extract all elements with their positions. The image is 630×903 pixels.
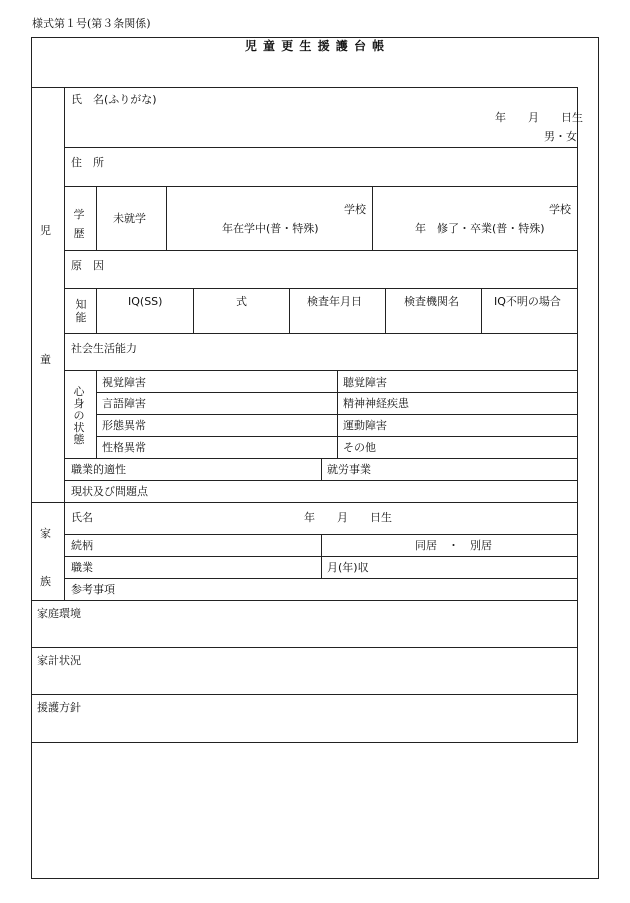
personality-abnormality: 性格異常 <box>102 441 146 454</box>
graduated-label: 年 修了・卒業(普・特殊) <box>415 222 545 235</box>
family-name-label: 氏名 <box>71 511 93 524</box>
sex-label: 男・女 <box>544 130 577 143</box>
income-label: 月(年)収 <box>327 561 369 574</box>
address-label: 住 所 <box>71 156 104 169</box>
employment-label: 就労事業 <box>327 463 371 476</box>
education-label-text: 学 歴 <box>73 208 85 240</box>
family-section-label-1: 家 <box>40 527 51 540</box>
social-ability-label: 社会生活能力 <box>71 342 137 355</box>
occupation-label: 職業 <box>71 561 93 574</box>
in-school-label: 年在学中(普・特殊) <box>222 222 319 235</box>
finances-label: 家計状況 <box>37 654 81 667</box>
unschooled-label: 未就学 <box>113 212 146 225</box>
support-policy-label: 援護方針 <box>37 701 81 714</box>
problems-label: 現状及び問題点 <box>71 485 148 498</box>
family-birth-label: 年 月 日生 <box>304 511 392 524</box>
school-1-label: 学校 <box>344 203 366 216</box>
intellect-label <box>74 298 88 324</box>
notes-label: 参考事項 <box>71 583 115 596</box>
school-2-label: 学校 <box>549 203 571 216</box>
intellect-label-text: 知 能 <box>75 298 87 324</box>
child-section-label-1: 児 <box>40 224 51 237</box>
family-section-label-2: 族 <box>40 575 51 588</box>
name-label: 氏 名(ふりがな) <box>71 93 157 106</box>
other-condition: その他 <box>343 441 376 454</box>
hearing-impairment: 聴覚障害 <box>343 376 387 389</box>
child-section-label-2: 童 <box>40 353 51 366</box>
page-title: 児 童 更 生 援 護 台 帳 <box>244 39 386 53</box>
cause-label: 原 因 <box>71 259 104 272</box>
visual-impairment: 視覚障害 <box>102 376 146 389</box>
exam-org-label: 検査機関名 <box>404 295 459 308</box>
living-status: 同居 ・ 別居 <box>415 539 492 552</box>
exam-date-label: 検査年月日 <box>307 295 362 308</box>
neuro-disorder: 精神神経疾患 <box>343 397 409 410</box>
vocational-aptitude-label: 職業的適性 <box>71 463 126 476</box>
mind-body-label <box>72 386 86 446</box>
education-label <box>72 205 86 243</box>
formula-label: 式 <box>236 295 247 308</box>
speech-impairment: 言語障害 <box>102 397 146 410</box>
relation-label: 続柄 <box>71 539 93 552</box>
mind-body-label-text: 心 身 の 状 態 <box>73 385 85 446</box>
motor-impairment: 運動障害 <box>343 419 387 432</box>
iq-unknown-label: IQ不明の場合 <box>494 295 561 308</box>
form-abnormality: 形態異常 <box>102 419 146 432</box>
birth-label: 年 月 日生 <box>495 111 583 124</box>
form-number: 様式第１号(第３条関係) <box>32 17 151 30</box>
home-environment-label: 家庭環境 <box>37 607 81 620</box>
iq-ss-label: IQ(SS) <box>128 295 163 308</box>
